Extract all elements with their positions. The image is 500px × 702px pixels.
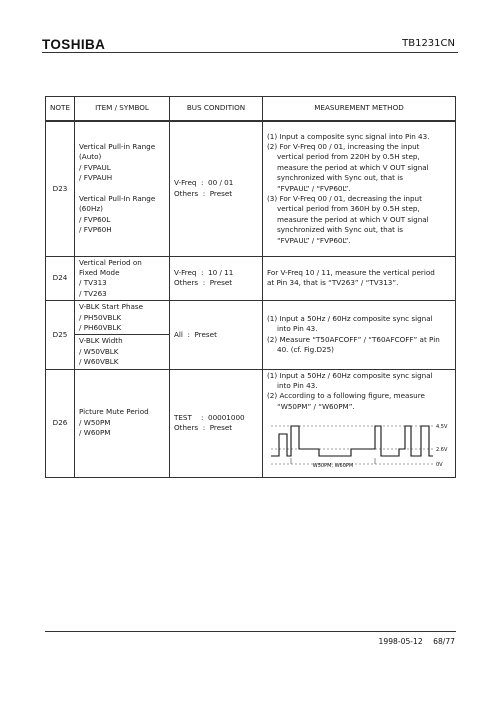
level-label-low: 0V	[436, 462, 443, 469]
method-step: (3) For V-Freq 00 / 01, decreasing the input vertical period from 360H by 0.5H step, measure the period at which V OUT signal synchronized with Sync out, that is “FVPAUL” / “FVP60L”.	[267, 193, 429, 245]
method-step: (2) For V-Freq 00 / 01, increasing the input vertical period from 220H by 0.5H step, measure the period at which V OUT signal synchronized with Sync out, that is “FVPAUL” / “FVP60L”.	[267, 141, 429, 193]
method-step: (2) According to a following figure, measure “W50PM” / “W60PM”.	[267, 391, 425, 411]
method-line: at Pin 34, that is “TV263” / “TV313”.	[267, 278, 399, 288]
bus-d23	[170, 121, 263, 256]
picture-mute-waveform-figure	[269, 416, 451, 472]
item-line: (60Hz)	[79, 204, 103, 214]
bus-line: V-Freq : 10 / 11	[174, 267, 234, 277]
bus-line: V-Freq : 00 / 01	[174, 178, 234, 188]
item-line: Vertical Pull-in Range	[79, 141, 156, 151]
item-d25	[75, 301, 170, 369]
item-line: Vertical Period on	[79, 257, 142, 267]
bus-line: Others : Preset	[174, 278, 233, 288]
table-row-d25	[46, 301, 456, 369]
item-d24	[75, 256, 170, 301]
bus-line: Others : Preset	[174, 423, 233, 433]
method-d23	[263, 121, 456, 256]
part-number: TB1231CN	[402, 38, 455, 49]
method-line: For V-Freq 10 / 11, measure the vertical period	[267, 267, 435, 277]
note-d25: D25	[46, 301, 75, 369]
table-row-d23	[46, 121, 456, 256]
item-line: Vertical Pull-In Range	[79, 193, 156, 203]
measurement-table	[45, 96, 456, 478]
item-line: / TV263	[79, 288, 107, 298]
bus-line: Others : Preset	[174, 188, 233, 198]
item-line: / FVPAUH	[79, 173, 113, 183]
table-header-row	[46, 97, 456, 122]
item-d25-start-phase: V-BLK Start Phase / PH50VBLK / PH60VBLK	[79, 302, 144, 332]
item-line: (Auto)	[79, 152, 102, 162]
header-divider	[42, 52, 458, 53]
toshiba-logo: TOSHIBA	[42, 37, 106, 52]
table-row-d24	[46, 256, 456, 301]
header-item-symbol: ITEM / SYMBOL	[75, 97, 170, 122]
method-d24	[263, 256, 456, 301]
footer-page-number: 68/77	[433, 637, 455, 646]
bus-line: All : Preset	[174, 329, 217, 339]
item-line: Picture Mute Period	[79, 407, 149, 417]
waveform	[271, 426, 433, 456]
item-line: / W60PM	[79, 428, 111, 438]
note-d23: D23	[46, 121, 75, 256]
bus-line: TEST : 00001000	[174, 412, 245, 422]
level-label-mid: 2.6V	[436, 447, 448, 454]
method-step: (1) Input a composite sync signal into Pin 43.	[267, 131, 430, 141]
header-note: NOTE	[46, 97, 75, 122]
item-line: / FVPAUL	[79, 162, 111, 172]
bus-d25	[170, 301, 263, 369]
bus-d26	[170, 369, 263, 477]
footer-divider	[45, 631, 456, 632]
item-line: / TV313	[79, 278, 107, 288]
item-d25-width: V-BLK Width / W50VBLK / W60VBLK	[75, 334, 169, 368]
item-d26	[75, 369, 170, 477]
bus-d24	[170, 256, 263, 301]
item-line: / W50PM	[79, 417, 111, 427]
note-d26: D26	[46, 369, 75, 477]
method-step: (1) Input a 50Hz / 60Hz composite sync signal into Pin 43.	[267, 370, 433, 390]
footer-date: 1998-05-12	[378, 637, 423, 646]
width-label: W50PM, W60PM	[312, 463, 354, 470]
header-bus-condition: BUS CONDITION	[170, 97, 263, 122]
header-measurement-method: MEASUREMENT METHOD	[263, 97, 456, 122]
item-line: / FVP60H	[79, 225, 112, 235]
table-row-d26	[46, 369, 456, 477]
method-d25	[263, 301, 456, 369]
method-d26	[263, 369, 456, 477]
method-step: (2) Measure “T50AFCOFF” / “T60AFCOFF” at Pin 40. (cf. Fig.D25)	[267, 334, 440, 355]
item-line: / FVP60L	[79, 214, 111, 224]
page-footer	[379, 637, 455, 646]
level-label-high: 4.5V	[436, 424, 448, 431]
method-step: (1) Input a 50Hz / 60Hz composite sync signal into Pin 43.	[267, 314, 433, 334]
item-line: Fixed Mode	[79, 267, 120, 277]
note-d24: D24	[46, 256, 75, 301]
item-d23	[75, 121, 170, 256]
